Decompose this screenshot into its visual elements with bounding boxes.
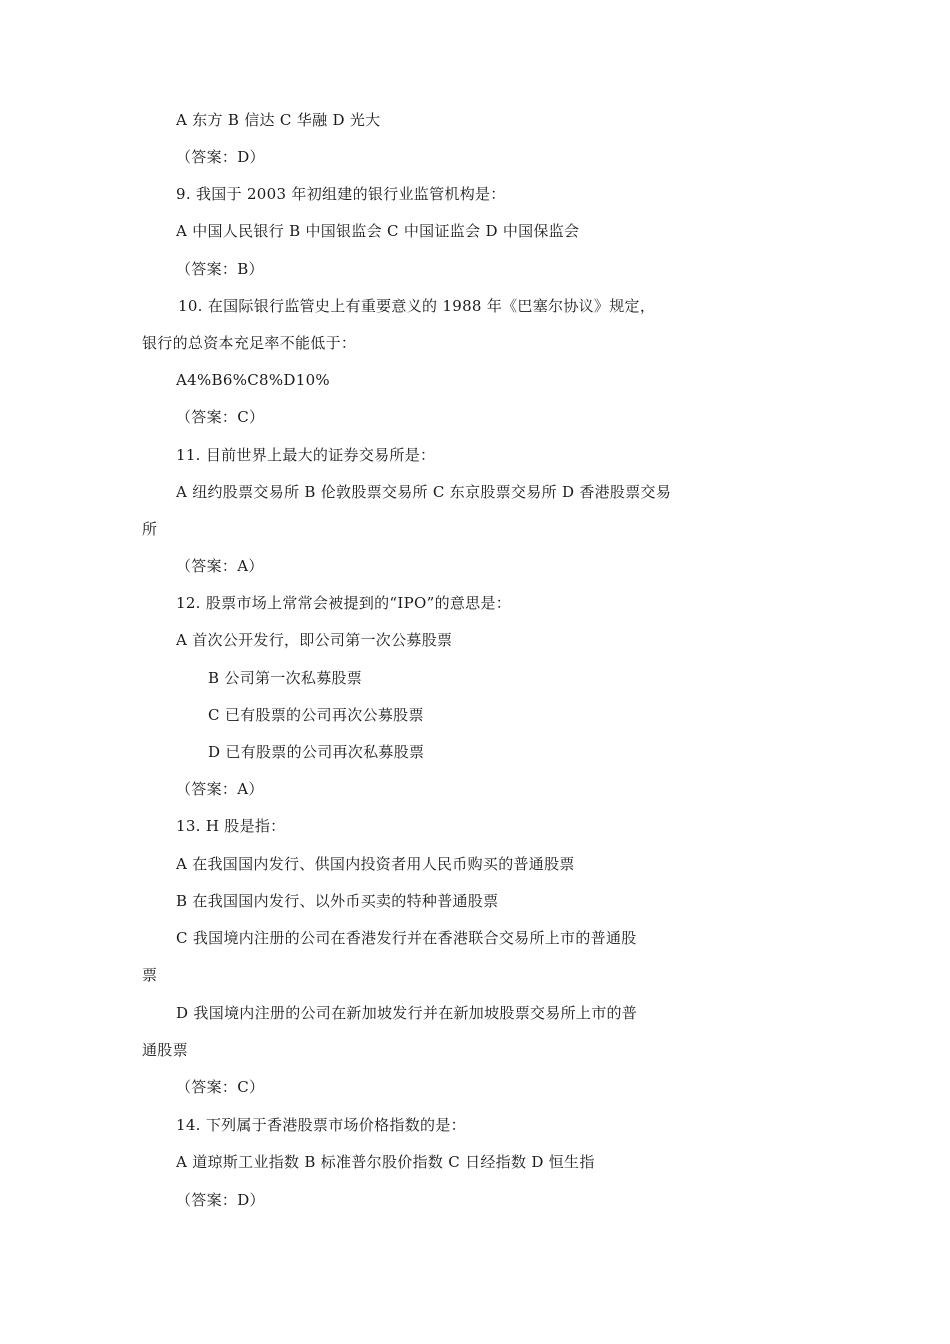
q11-options: A 纽约股票交易所 B 伦敦股票交易所 C 东京股票交易所 D 香港股票交易	[176, 483, 672, 501]
q11-answer: （答案：A）	[176, 557, 264, 575]
q8-options: A 东方 B 信达 C 华融 D 光大	[176, 111, 381, 129]
q12-option-b: B 公司第一次私募股票	[208, 669, 363, 687]
q14-options: A 道琼斯工业指数 B 标准普尔股价指数 C 日经指数 D 恒生指	[176, 1153, 595, 1171]
q14-answer: （答案：D）	[176, 1191, 265, 1209]
q9-question: 9. 我国于 2003 年初组建的银行业监管机构是：	[176, 185, 506, 203]
q12-question: 12. 股票市场上常常会被提到的“IPO”的意思是：	[176, 594, 512, 612]
q13-option-c: C 我国境内注册的公司在香港发行并在香港联合交易所上市的普通股	[176, 929, 637, 947]
q13-option-a: A 在我国国内发行、供国内投资者用人民币购买的普通股票	[176, 855, 575, 873]
q9-options: A 中国人民银行 B 中国银监会 C 中国证监会 D 中国保监会	[176, 222, 580, 240]
q12-option-d: D 已有股票的公司再次私募股票	[208, 743, 425, 761]
q10-question: 10. 在国际银行监管史上有重要意义的 1988 年《巴塞尔协议》规定，	[178, 297, 656, 315]
q13-answer: （答案：C）	[176, 1078, 265, 1096]
q11-options-cont: 所	[142, 520, 158, 538]
q12-answer: （答案：A）	[176, 780, 264, 798]
q8-answer: （答案：D）	[176, 148, 265, 166]
q13-question: 13. H 股是指：	[176, 817, 286, 835]
q13-option-d: D 我国境内注册的公司在新加坡发行并在新加坡股票交易所上市的普	[176, 1004, 638, 1022]
q10-answer: （答案：C）	[176, 408, 265, 426]
q13-option-c-cont: 票	[142, 966, 158, 984]
q14-question: 14. 下列属于香港股票市场价格指数的是：	[176, 1116, 466, 1134]
q10-options: A4%B6%C8%D10%	[176, 371, 330, 389]
q10-question-cont: 银行的总资本充足率不能低于：	[142, 334, 357, 352]
q13-option-d-cont: 通股票	[142, 1041, 188, 1059]
q12-option-a: A 首次公开发行，即公司第一次公募股票	[176, 631, 453, 649]
q9-answer: （答案：B）	[176, 260, 264, 278]
q13-option-b: B 在我国国内发行、以外币买卖的特种普通股票	[176, 892, 499, 910]
q11-question: 11. 目前世界上最大的证券交易所是：	[176, 446, 436, 464]
q12-option-c: C 已有股票的公司再次公募股票	[208, 706, 424, 724]
